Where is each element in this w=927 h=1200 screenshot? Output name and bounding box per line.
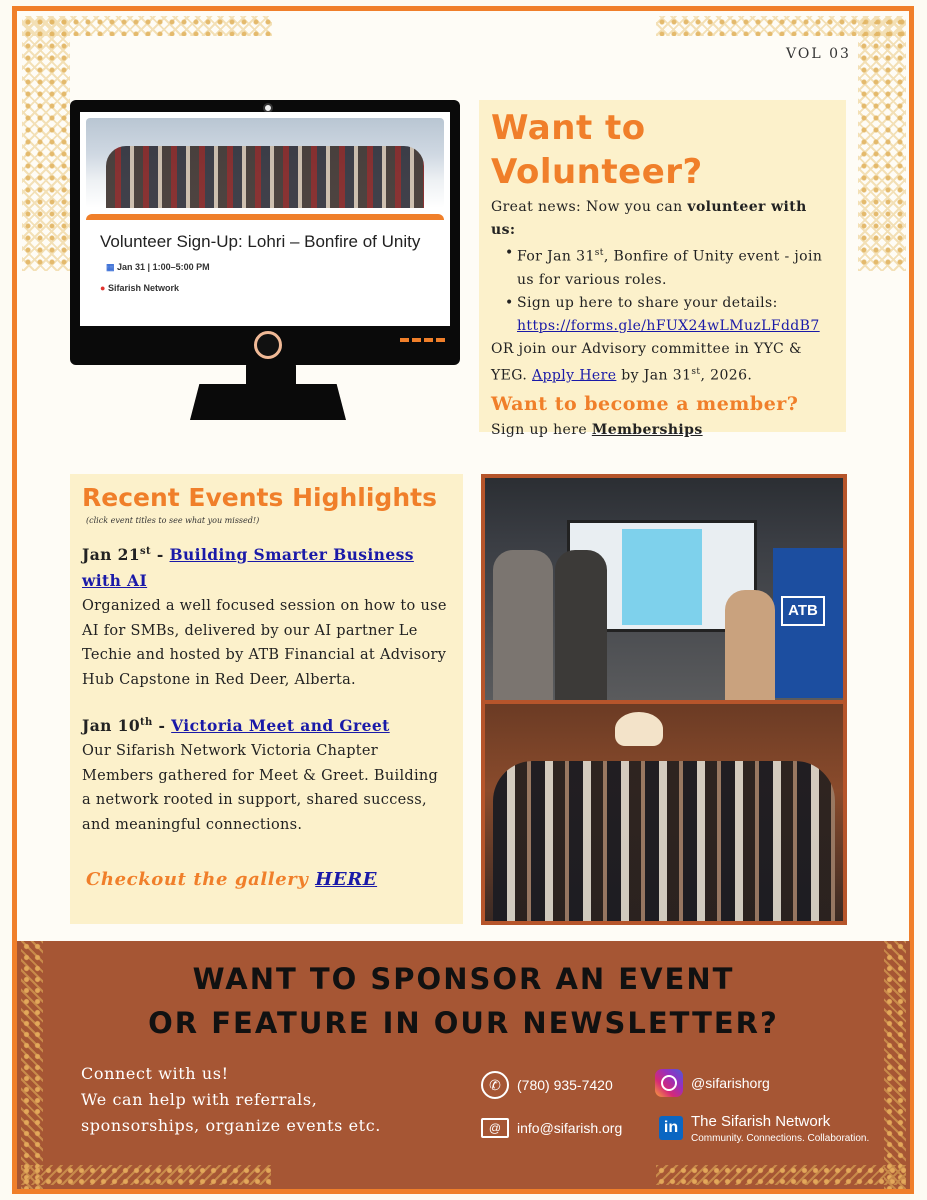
linkedin-name: The Sifarish Network	[691, 1113, 831, 1130]
ceiling-lamp	[615, 712, 663, 746]
victoria-meetup-photo	[485, 704, 843, 921]
memberships-link[interactable]: Memberships	[591, 422, 703, 439]
signup-card[interactable]	[86, 214, 444, 326]
ai-session-photo	[485, 478, 843, 700]
presenter-2	[555, 550, 607, 700]
bullet1-sup: st	[594, 248, 604, 258]
advisory-text	[491, 338, 834, 388]
monitor-screen	[80, 112, 450, 326]
event-1-description: Organized a well focused session on how to use AI for SMBs, delivered by our AI partner Le Techie and hosted by ATB Financial at Advisory Hub Capstone in Red Deer, Alberta.	[82, 598, 447, 688]
event-2-separator: -	[152, 716, 172, 736]
event-1-date: Jan 21	[82, 545, 141, 565]
advisory-deadline: by Jan 31	[616, 367, 692, 384]
calendar-icon: ▦	[106, 262, 115, 272]
linkedin-icon: in	[659, 1116, 683, 1140]
presentation-slide	[622, 529, 702, 625]
band-bottom-right-ornament	[656, 1165, 906, 1185]
connect-line3: sponsorships, organize events etc.	[81, 1116, 381, 1135]
member-signup-text: Sign up here	[491, 422, 592, 439]
bullet1-date: For Jan 31	[517, 248, 595, 265]
signup-organizer-text: Sifarish Network	[107, 283, 179, 293]
event-2-link[interactable]: Victoria Meet and Greet	[171, 716, 390, 736]
phone-contact[interactable]	[481, 1071, 613, 1099]
instagram-handle: @sifarishorg	[691, 1075, 770, 1091]
gallery-text: Checkout the gallery	[86, 869, 316, 891]
event-1-date-sup: st	[140, 546, 152, 557]
volunteer-heading-line2: Volunteer?	[491, 152, 703, 192]
location-pin-icon: ●	[100, 283, 106, 293]
phone-number: (780) 935-7420	[517, 1077, 613, 1093]
presenter-1	[493, 550, 553, 700]
member-heading: Want to become a member?	[491, 393, 799, 416]
signup-card-title: Volunteer Sign-Up: Lohri – Bonfire of Unity	[100, 232, 421, 251]
event-1-separator: -	[151, 545, 170, 565]
advisory-deadline-sup: st	[691, 366, 701, 377]
group-crowd	[493, 761, 835, 921]
volunteer-bullet-1	[505, 242, 834, 292]
volunteer-heading	[491, 106, 834, 194]
events-heading: Recent Events Highlights	[82, 483, 437, 512]
monitor-mockup	[70, 100, 460, 365]
events-note: (click event titles to see what you missed!)	[86, 516, 260, 525]
volunteer-intro-text: Great news: Now you can	[491, 199, 688, 215]
band-bottom-left-ornament	[21, 1165, 271, 1185]
volunteer-bullet-2	[505, 292, 834, 338]
email-contact[interactable]	[481, 1118, 622, 1138]
sponsor-heading-line1: WANT TO SPONSOR AN EVENT	[192, 962, 735, 996]
volunteer-heading-line1: Want to	[491, 108, 646, 148]
advisory-deadline-year: , 2026.	[700, 367, 753, 384]
sponsor-heading	[17, 957, 910, 1045]
monitor-stand	[190, 384, 346, 420]
event-2-title-line	[82, 710, 451, 739]
signup-date-text: Jan 31 | 1:00–5:00 PM	[117, 262, 210, 272]
volume-label: VOL 03	[786, 46, 851, 62]
sponsor-section	[17, 941, 910, 1189]
top-left-border-ornament	[22, 16, 272, 36]
bullet1-text: , Bonfire of Unity event - join us for various roles.	[517, 248, 823, 288]
event-2-date-sup: th	[140, 717, 153, 729]
signup-card-date	[106, 262, 430, 273]
email-icon: @	[481, 1118, 509, 1138]
apply-here-link[interactable]: Apply Here	[532, 367, 617, 384]
linkedin-icon-wrap[interactable]	[659, 1116, 691, 1140]
volunteer-bullets	[505, 242, 834, 338]
event-1-link[interactable]: Building Smarter Business with AI	[82, 545, 414, 591]
atb-logo: ATB	[781, 596, 825, 626]
event-1-title-line	[82, 539, 451, 594]
bullet2-text: Sign up here to share your details:	[517, 294, 778, 311]
presenter-3	[725, 590, 775, 700]
volunteer-intro	[491, 196, 834, 242]
events-panel	[70, 474, 463, 924]
monitor-indicator-dots	[400, 338, 445, 342]
member-signup	[491, 419, 834, 442]
advisory-text-body: OR join our Advisory committee in YYC & YEG.	[491, 340, 802, 384]
event-2-description: Our Sifarish Network Victoria Chapter Members gathered for Meet & Greet. Building a network rooted in support, shared success, and meaningful connections.	[82, 743, 439, 833]
sponsor-heading-line2: OR FEATURE IN OUR NEWSLETTER?	[148, 1006, 779, 1040]
right-border-ornament	[858, 16, 906, 271]
gallery-link[interactable]: HERE	[315, 869, 378, 891]
volunteer-intro-bold: volunteer with us:	[491, 199, 807, 238]
signup-card-organizer	[100, 283, 430, 293]
phone-icon: ✆	[481, 1071, 509, 1099]
top-right-border-ornament	[656, 16, 906, 36]
connect-line1: Connect with us!	[81, 1064, 229, 1083]
gallery-line	[86, 869, 451, 890]
linkedin-tagline: Community. Connections. Collaboration.	[691, 1133, 870, 1144]
volunteer-form-link[interactable]: https://forms.gle/hFUX24wLMuzLFddB7	[517, 317, 820, 334]
volunteer-group-photo	[86, 118, 444, 208]
linkedin-contact[interactable]	[691, 1113, 869, 1144]
volunteer-panel	[479, 100, 846, 439]
instagram-contact[interactable]	[655, 1069, 770, 1097]
connect-line2: We can help with referrals,	[81, 1090, 318, 1109]
power-button-icon	[254, 331, 282, 359]
event-photos	[481, 474, 847, 925]
event-2-date: Jan 10	[82, 716, 141, 736]
email-address: info@sifarish.org	[517, 1120, 623, 1136]
instagram-icon	[655, 1069, 683, 1097]
connect-text	[81, 1061, 381, 1139]
group-people	[106, 146, 424, 208]
left-border-ornament	[22, 16, 70, 271]
